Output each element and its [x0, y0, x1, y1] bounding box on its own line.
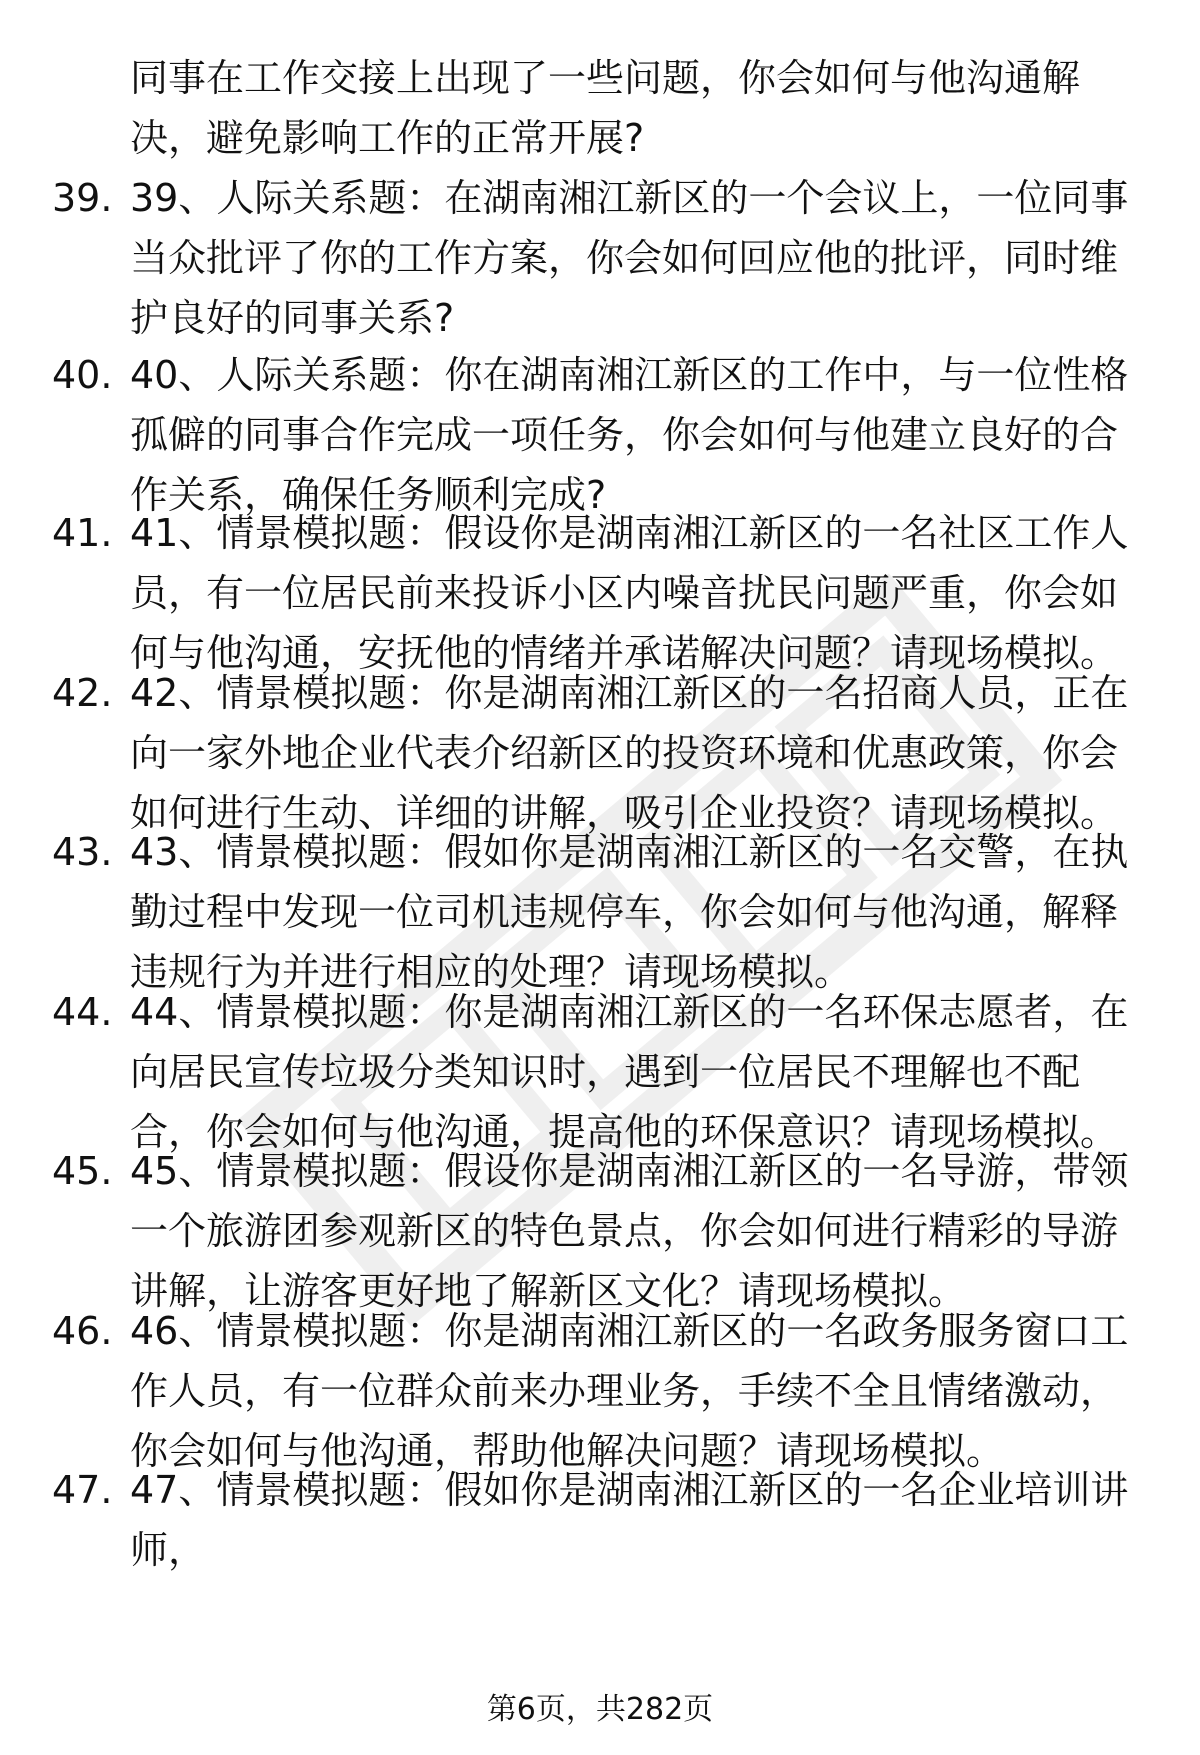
question-39: 39、人际关系题：在湖南湘江新区的一个会议上，一位同事当众批评了你的工作方案，你会如何回应他的批评，同时维护良好的同事关系?: [130, 176, 1129, 340]
item-number-42: 42.: [52, 671, 113, 715]
item-number-41: 41.: [52, 511, 113, 555]
question-42: 42、情景模拟题：你是湖南湘江新区的一名招商人员，正在向一家外地企业代表介绍新区的投资环境和优惠政策，你会如何进行生动、详细的讲解，吸引企业投资？请现场模拟。: [130, 671, 1129, 835]
item-number-47: 47.: [52, 1468, 113, 1512]
page-footer: 第6页，共282页: [486, 1692, 714, 1727]
continuation-paragraph: 同事在工作交接上出现了一些问题，你会如何与他沟通解决，避免影响工作的正常开展?: [130, 56, 1081, 160]
item-number-44: 44.: [52, 990, 113, 1034]
item-number-46: 46.: [52, 1309, 113, 1353]
question-47: 47、情景模拟题：假如你是湖南湘江新区的一名企业培训讲师，: [130, 1468, 1129, 1572]
item-number-43: 43.: [52, 830, 113, 874]
item-number-39: 39.: [52, 176, 113, 220]
question-41: 41、情景模拟题：假设你是湖南湘江新区的一名社区工作人员，有一位居民前来投诉小区内噪音扰民问题严重，你会如何与他沟通，安抚他的情绪并承诺解决问题？请现场模拟。: [130, 511, 1129, 675]
item-number-40: 40.: [52, 353, 113, 397]
question-44: 44、情景模拟题：你是湖南湘江新区的一名环保志愿者，在向居民宣传垃圾分类知识时，遇到一位居民不理解也不配合，你会如何与他沟通，提高他的环保意识？请现场模拟。: [130, 990, 1129, 1154]
item-number-45: 45.: [52, 1149, 113, 1193]
question-45: 45、情景模拟题：假设你是湖南湘江新区的一名导游，带领一个旅游团参观新区的特色景点，你会如何进行精彩的导游讲解，让游客更好地了解新区文化？请现场模拟。: [130, 1149, 1129, 1313]
question-46: 46、情景模拟题：你是湖南湘江新区的一名政务服务窗口工作人员，有一位群众前来办理业务，手续不全且情绪激动，你会如何与他沟通，帮助他解决问题？请现场模拟。: [130, 1309, 1129, 1473]
question-43: 43、情景模拟题：假如你是湖南湘江新区的一名交警，在执勤过程中发现一位司机违规停车，你会如何与他沟通，解释违规行为并进行相应的处理？请现场模拟。: [130, 830, 1129, 994]
question-40: 40、人际关系题：你在湖南湘江新区的工作中，与一位性格孤僻的同事合作完成一项任务，你会如何与他建立良好的合作关系，确保任务顺利完成?: [130, 353, 1129, 517]
